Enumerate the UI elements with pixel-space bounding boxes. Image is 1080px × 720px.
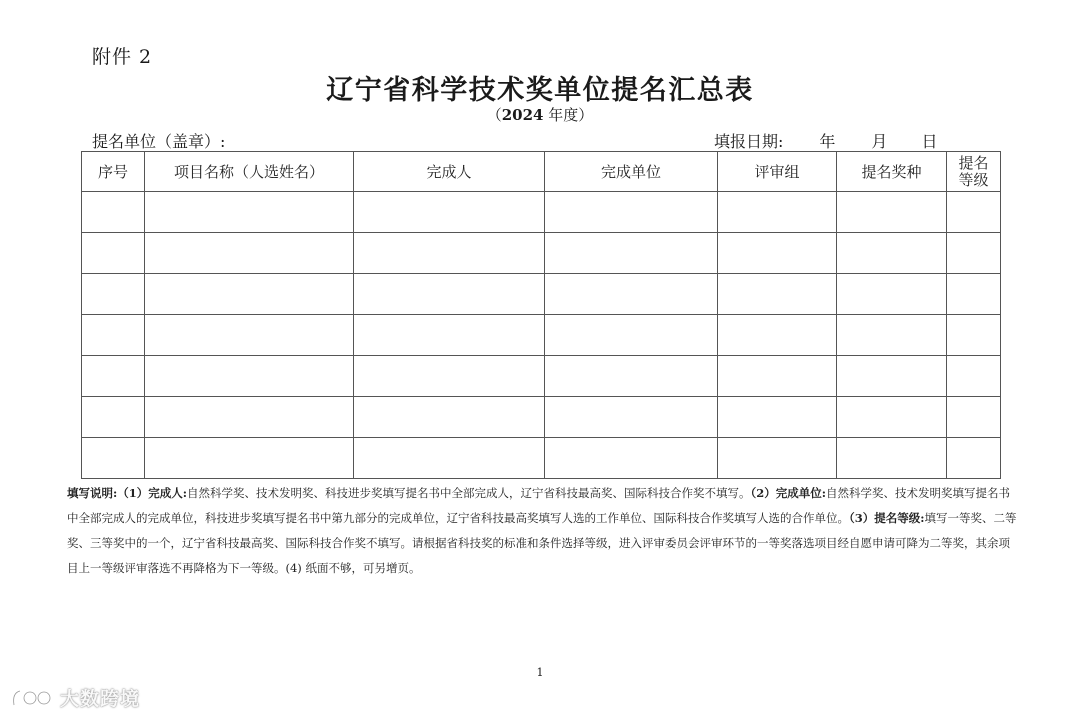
note1-text: 自然科学奖、技术发明奖、科技进步奖填写提名书中全部完成人，辽宁省科技最高奖、国际科技合作奖不填写。 xyxy=(187,486,751,500)
table-cell[interactable] xyxy=(354,192,545,233)
table-cell[interactable] xyxy=(145,192,354,233)
fill-instructions xyxy=(67,481,1017,581)
table-cell[interactable] xyxy=(837,397,947,438)
table-cell[interactable] xyxy=(718,315,837,356)
table-cell[interactable] xyxy=(145,438,354,479)
table-row xyxy=(82,192,1001,233)
watermark xyxy=(10,684,140,711)
header-nomination-level xyxy=(947,152,1001,192)
table-cell[interactable] xyxy=(837,192,947,233)
note1-num: （1） xyxy=(117,486,149,500)
table-cell[interactable] xyxy=(82,315,145,356)
note3-num: （3） xyxy=(849,511,875,525)
table-row xyxy=(82,315,1001,356)
watermark-logo-icon xyxy=(10,685,56,711)
table-cell[interactable] xyxy=(145,315,354,356)
table-body xyxy=(82,192,1001,479)
table-cell[interactable] xyxy=(145,233,354,274)
table-cell[interactable] xyxy=(718,192,837,233)
table-cell[interactable] xyxy=(82,192,145,233)
table-cell[interactable] xyxy=(947,315,1001,356)
table-cell[interactable] xyxy=(545,356,718,397)
note2-num: （2） xyxy=(750,486,776,500)
nominating-unit-label: 提名单位（盖章）: xyxy=(92,132,226,151)
table-cell[interactable] xyxy=(947,397,1001,438)
table-cell[interactable] xyxy=(545,397,718,438)
table-row xyxy=(82,356,1001,397)
table-cell[interactable] xyxy=(837,315,947,356)
table-cell[interactable] xyxy=(718,233,837,274)
notes-intro: 填写说明: xyxy=(67,486,118,500)
table-cell[interactable] xyxy=(545,438,718,479)
fill-date-label: 填报日期: xyxy=(714,132,784,151)
table-row xyxy=(82,397,1001,438)
note3-key: 提名等级: xyxy=(874,511,925,525)
table-cell[interactable] xyxy=(82,274,145,315)
table-row xyxy=(82,274,1001,315)
table-cell[interactable] xyxy=(354,274,545,315)
header-award-type: 提名奖种 xyxy=(837,152,947,192)
note1-key: 完成人: xyxy=(148,486,188,500)
date-year: 年 xyxy=(819,132,836,151)
watermark-text: 大数跨境 xyxy=(60,688,141,710)
table-cell[interactable] xyxy=(947,233,1001,274)
table-cell[interactable] xyxy=(837,233,947,274)
year-number: 2024 xyxy=(501,106,544,124)
table-cell[interactable] xyxy=(947,274,1001,315)
table-cell[interactable] xyxy=(354,397,545,438)
table-cell[interactable] xyxy=(718,274,837,315)
table-cell[interactable] xyxy=(145,356,354,397)
note2-text: 自然科学奖、技术发明奖填写提名书中全部完成人的完成单位，科技进步奖填写提名书中第九部分的完成单位，辽宁省科技最高奖填写人选的工作单位、国际科技合作奖填写人选的合作单位。 xyxy=(67,486,1011,525)
attachment-label: 附件 2 xyxy=(92,46,153,68)
table-header-row xyxy=(82,152,1001,192)
table-cell[interactable] xyxy=(837,438,947,479)
table-cell[interactable] xyxy=(545,192,718,233)
header-project-name: 项目名称（人选姓名） xyxy=(145,152,354,192)
page-number: 1 xyxy=(536,666,544,679)
table-cell[interactable] xyxy=(837,274,947,315)
note2-key: 完成单位: xyxy=(775,486,827,500)
note4-text: (4) 纸面不够，可另增页。 xyxy=(285,561,421,575)
table-cell[interactable] xyxy=(718,356,837,397)
table-cell[interactable] xyxy=(837,356,947,397)
year-suffix: 年度） xyxy=(543,106,594,124)
table-cell[interactable] xyxy=(947,438,1001,479)
table-cell[interactable] xyxy=(718,397,837,438)
note3-text: 填写一等奖、二等奖、三等奖中的一个，辽宁省科技最高奖、国际科技合作奖不填写。请根据省科技奖的标准和条件选择等级，进入评审委员会评审环节的一等奖落选项目经自愿申请可降为二等奖，其余项目上一等级评审落选不再降格为下一等级。 xyxy=(67,511,1017,575)
year-open: （ xyxy=(486,106,502,124)
table-cell[interactable] xyxy=(354,233,545,274)
header-review-group: 评审组 xyxy=(718,152,837,192)
table-cell[interactable] xyxy=(545,315,718,356)
year-subtitle xyxy=(0,104,1080,125)
date-day: 日 xyxy=(921,132,938,151)
table-cell[interactable] xyxy=(354,438,545,479)
table-cell[interactable] xyxy=(82,233,145,274)
table-row xyxy=(82,233,1001,274)
table-cell[interactable] xyxy=(82,438,145,479)
header-contributors: 完成人 xyxy=(354,152,545,192)
header-level-line1: 提名 xyxy=(958,153,989,172)
table-cell[interactable] xyxy=(82,356,145,397)
table-cell[interactable] xyxy=(545,274,718,315)
date-month: 月 xyxy=(871,132,888,151)
table-cell[interactable] xyxy=(145,274,354,315)
table-cell[interactable] xyxy=(354,315,545,356)
table-cell[interactable] xyxy=(545,233,718,274)
table-cell[interactable] xyxy=(947,356,1001,397)
table-cell[interactable] xyxy=(82,397,145,438)
nomination-summary-table xyxy=(81,151,1001,479)
table-cell[interactable] xyxy=(145,397,354,438)
header-level-line2: 等级 xyxy=(958,170,989,189)
table-row xyxy=(82,438,1001,479)
fill-date-row xyxy=(714,129,937,152)
table-cell[interactable] xyxy=(354,356,545,397)
page-title: 辽宁省科学技术奖单位提名汇总表 xyxy=(326,75,754,106)
header-index: 序号 xyxy=(82,152,145,192)
table-cell[interactable] xyxy=(947,192,1001,233)
table-cell[interactable] xyxy=(718,438,837,479)
header-institutions: 完成单位 xyxy=(545,152,718,192)
